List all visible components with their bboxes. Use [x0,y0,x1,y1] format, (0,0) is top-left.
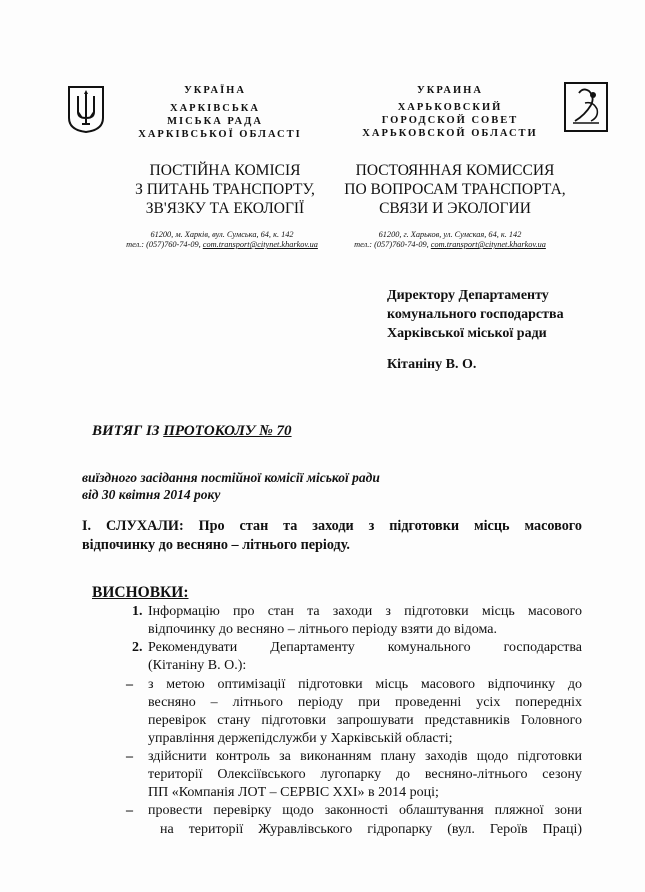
sub-2-line1: здійснити контроль за виконанням плану заходів щодо підготовки [148,749,582,764]
header-ua-council-line3: ХАРКІВСЬКОЇ ОБЛАСТІ [138,129,302,140]
item-1-number: 1. [132,604,143,619]
kharkiv-emblem-icon [563,81,609,133]
meeting-line1: виїздного засідання постійної комісії міської ради [82,470,380,485]
contacts-ru: тел.: (057)760-74-09, com.transport@citynet.kharkov.ua [354,240,546,249]
sub-1-line1: з метою оптимізації підготовки місць масового відпочинку до [148,677,582,692]
sub-3-line2: на території Журавлівського гідропарку (вул. Героїв Праці) [160,822,582,837]
commission-ru-line3: СВЯЗИ И ЭКОЛОГИИ [379,200,531,217]
commission-ua-line3: ЗВ'ЯЗКУ ТА ЕКОЛОГІЇ [145,200,305,217]
sub-3-dash: – [126,803,133,818]
recipient-line2: комунального господарства [387,307,564,322]
sub-1-line4: управління держепідслужби у Харківській області; [148,731,453,746]
item-2-line2: (Кітаніну В. О.): [148,658,247,673]
conclusions-heading: ВИСНОВКИ: [92,584,189,601]
sub-2-line3: ПП «Компанія ЛОТ – СЕРВІС ХХІ» в 2014 році; [148,785,439,800]
header-ua-council-line1: ХАРКІВСЬКА [169,103,260,114]
document-title: ВИТЯГ ІЗ ПРОТОКОЛУ № 70 [92,423,292,439]
commission-ru-line1: ПОСТОЯННАЯ КОМИССИЯ [355,162,555,179]
header-ru-country: УКРАИНА [417,85,483,96]
item-1-line1: Інформацію про стан та заходи з підготовки місць масового [148,604,582,619]
sub-2-line2: території Олексіївського лугопарку до весняно-літнього сезону [148,767,582,782]
commission-ua-line2: З ПИТАНЬ ТРАНСПОРТУ, [135,181,315,198]
header-ua-council-line2: МІСЬКА РАДА [167,116,263,127]
sub-3-line1: провести перевірку щодо законності облаштування пляжної зони [148,803,582,818]
header-ru-council-line1: ХАРЬКОВСКИЙ [397,102,503,113]
recipient-line3: Харківської міської ради [387,326,547,341]
item-1-line2: відпочинку до весняно – літнього періоду взяти до відома. [148,622,497,637]
header-ru-council-line3: ХАРЬКОВСКОЙ ОБЛАСТИ [362,128,538,139]
header-ru-council-line2: ГОРОДСКОЙ СОВЕТ [381,115,519,126]
sub-1-dash: – [126,677,133,692]
sub-1-line3: перевірок стану підготовки запрошувати представників Головного [148,713,582,728]
commission-ru-line2: ПО ВОПРОСАМ ТРАНСПОРТА, [344,181,566,198]
recipient-line1: Директору Департаменту [387,288,549,303]
item-2-line1: Рекомендувати Департаменту комунального господарства [148,640,582,655]
item-2-number: 2. [132,640,143,655]
heard-section-line1: І. СЛУХАЛИ: Про стан та заходи з підготовки місць масового [82,518,582,534]
recipient-name: Кітаніну В. О. [387,357,477,372]
address-ru: 61200, г. Харьков, ул. Сумская, 64, к. 142 [378,230,522,239]
contacts-ua: тел.: (057)760-74-09, com.transport@citynet.kharkov.ua [126,240,318,249]
commission-ua-line1: ПОСТІЙНА КОМІСІЯ [149,162,301,179]
header-ua-country: УКРАЇНА [184,85,246,96]
meeting-line2: від 30 квітня 2014 року [82,487,221,502]
sub-2-dash: – [126,749,133,764]
address-ua: 61200, м. Харків, вул. Сумська, 64, к. 142 [150,230,294,239]
heard-section-line2: відпочинку до весняно – літнього періоду. [82,537,350,553]
ukraine-trident-icon [66,84,106,134]
sub-1-line2: весняно – літнього періоду при проведенні усіх попередніх [148,695,582,710]
